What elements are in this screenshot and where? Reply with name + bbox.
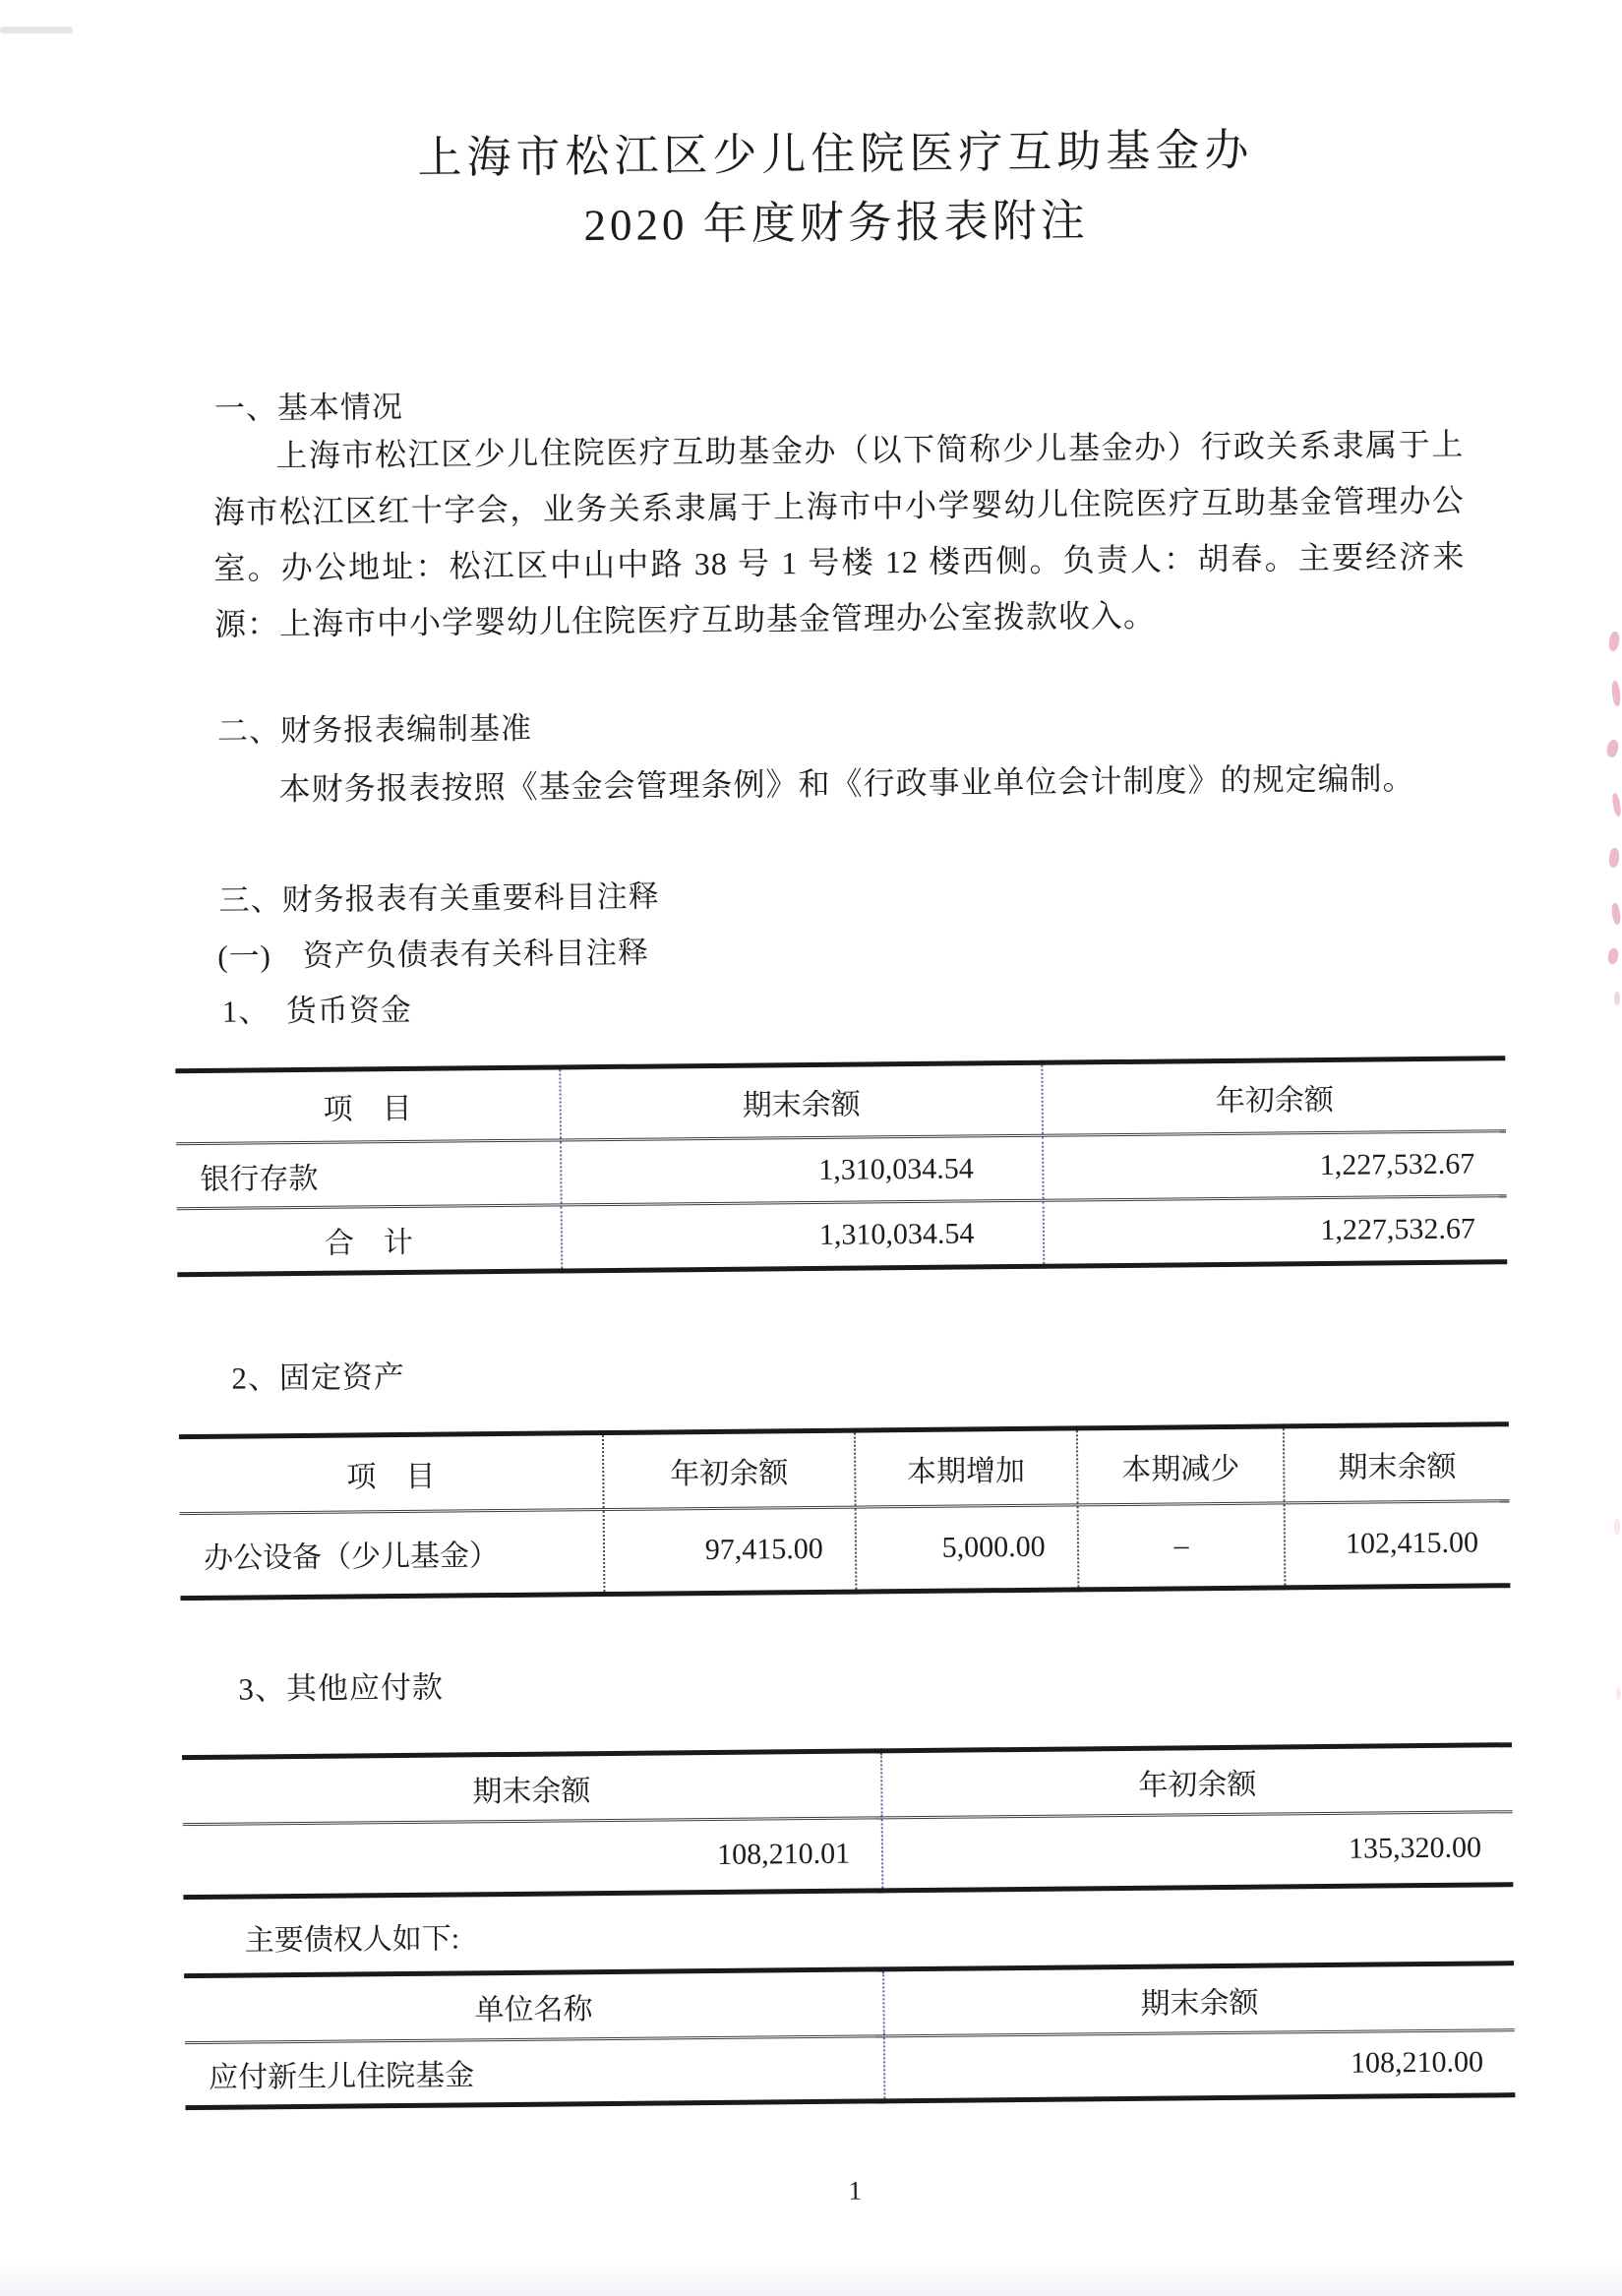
note-1-heading: 1、 货币资金 xyxy=(221,992,412,1029)
scan-smudge-topleft xyxy=(0,27,73,33)
table-header-cell: 本期增加 xyxy=(855,1428,1078,1507)
table-header-cell: 期末余额 xyxy=(883,1964,1514,2036)
table-cell: 1,227,532.67 xyxy=(1043,1131,1506,1201)
table-header-cell: 年初余额 xyxy=(603,1430,855,1509)
note-2-heading: 2、固定资产 xyxy=(231,1359,406,1396)
table-cell: 1,227,532.67 xyxy=(1044,1196,1507,1267)
section-2-paragraph: 本财务报表按照《基金会管理条例》和《行政事业单位会计制度》的规定编制。 xyxy=(278,760,1415,808)
creditors-table-wrap xyxy=(184,1961,1515,2110)
table-header-cell: 项 目 xyxy=(179,1433,604,1514)
table-header-cell: 本期减少 xyxy=(1076,1426,1285,1505)
section-1-paragraph: 上海市松江区少儿住院医疗互助基金办（以下简称少儿基金办）行政关系隶属于上海市松江区红十字会，业务关系隶属于上海市中小学婴幼儿住院医疗互助基金管理办公室。办公地址：松江区中山中路 38 号 1 号楼 12 楼西侧。负责人：胡春。主要经济来源：上海市中小学婴幼儿住院医疗互助基金管理办公室拨款收入。 xyxy=(212,426,1466,642)
monetary-funds-table-wrap xyxy=(175,1056,1507,1277)
other-payables-table-wrap xyxy=(182,1742,1513,1900)
other-payables-table xyxy=(182,1742,1513,1900)
page-number: 1 xyxy=(848,2175,863,2205)
table-cell: 1,310,034.54 xyxy=(561,1200,1044,1271)
table-row xyxy=(180,1501,1511,1599)
table-header-row xyxy=(179,1424,1510,1514)
table-cell: 5,000.00 xyxy=(855,1505,1078,1592)
table-header-row xyxy=(184,1964,1515,2043)
table-row xyxy=(183,1812,1514,1898)
table-cell: 应付新生儿住院基金 xyxy=(209,2059,475,2094)
section-1-heading: 一、基本情况 xyxy=(213,389,404,426)
red-edge-mark xyxy=(1608,631,1621,651)
table-cell: 135,320.00 xyxy=(882,1812,1514,1891)
table-header-cell: 期末余额 xyxy=(560,1062,1043,1140)
note-3-heading: 3、其他应付款 xyxy=(238,1669,445,1707)
table-cell: – xyxy=(1077,1503,1286,1590)
creditors-note: 主要债权人如下: xyxy=(244,1922,460,1958)
section-3-subheading: (一) 资产负债表有关科目注释 xyxy=(217,935,650,974)
table-cell: 1,310,034.54 xyxy=(561,1135,1044,1205)
document-title-line2: 2020 年度财务报表附注 xyxy=(583,196,1089,251)
table-header-cell: 期末余额 xyxy=(182,1751,882,1825)
fixed-assets-table-wrap xyxy=(179,1421,1511,1601)
table-header-cell: 年初余额 xyxy=(881,1745,1512,1818)
red-edge-mark xyxy=(1614,992,1620,1005)
table-row xyxy=(177,1196,1508,1275)
table-cell: 108,210.00 xyxy=(884,2030,1515,2101)
table-header-row xyxy=(175,1058,1506,1144)
creditors-table xyxy=(184,1961,1515,2110)
table-cell: 银行存款 xyxy=(176,1140,561,1209)
table-header-row xyxy=(182,1745,1513,1825)
table-cell: 97,415.00 xyxy=(604,1507,856,1594)
table-header-cell: 项 目 xyxy=(175,1067,560,1144)
monetary-funds-table xyxy=(175,1056,1507,1277)
table-row xyxy=(185,2030,1516,2108)
section-3-heading: 三、财务报表有关重要科目注释 xyxy=(218,878,660,918)
red-edge-mark xyxy=(1616,1688,1621,1700)
scan-noise-bottom xyxy=(0,2257,1622,2296)
table-cell: 108,210.01 xyxy=(716,1837,851,1871)
document-title-line1: 上海市松江区少儿住院医疗互助基金办 xyxy=(417,125,1254,183)
table-header-cell: 期末余额 xyxy=(1284,1424,1509,1503)
table-cell: 办公设备（少儿基金） xyxy=(203,1540,500,1575)
section-2-heading: 二、财务报表编制基准 xyxy=(216,710,533,749)
table-header-cell: 年初余额 xyxy=(1043,1058,1506,1136)
red-edge-mark xyxy=(1614,1519,1620,1535)
table-cell: 102,415.00 xyxy=(1285,1501,1510,1588)
table-header-cell: 单位名称 xyxy=(184,1969,884,2043)
fixed-assets-table xyxy=(179,1421,1511,1601)
table-cell: 合 计 xyxy=(324,1226,414,1260)
